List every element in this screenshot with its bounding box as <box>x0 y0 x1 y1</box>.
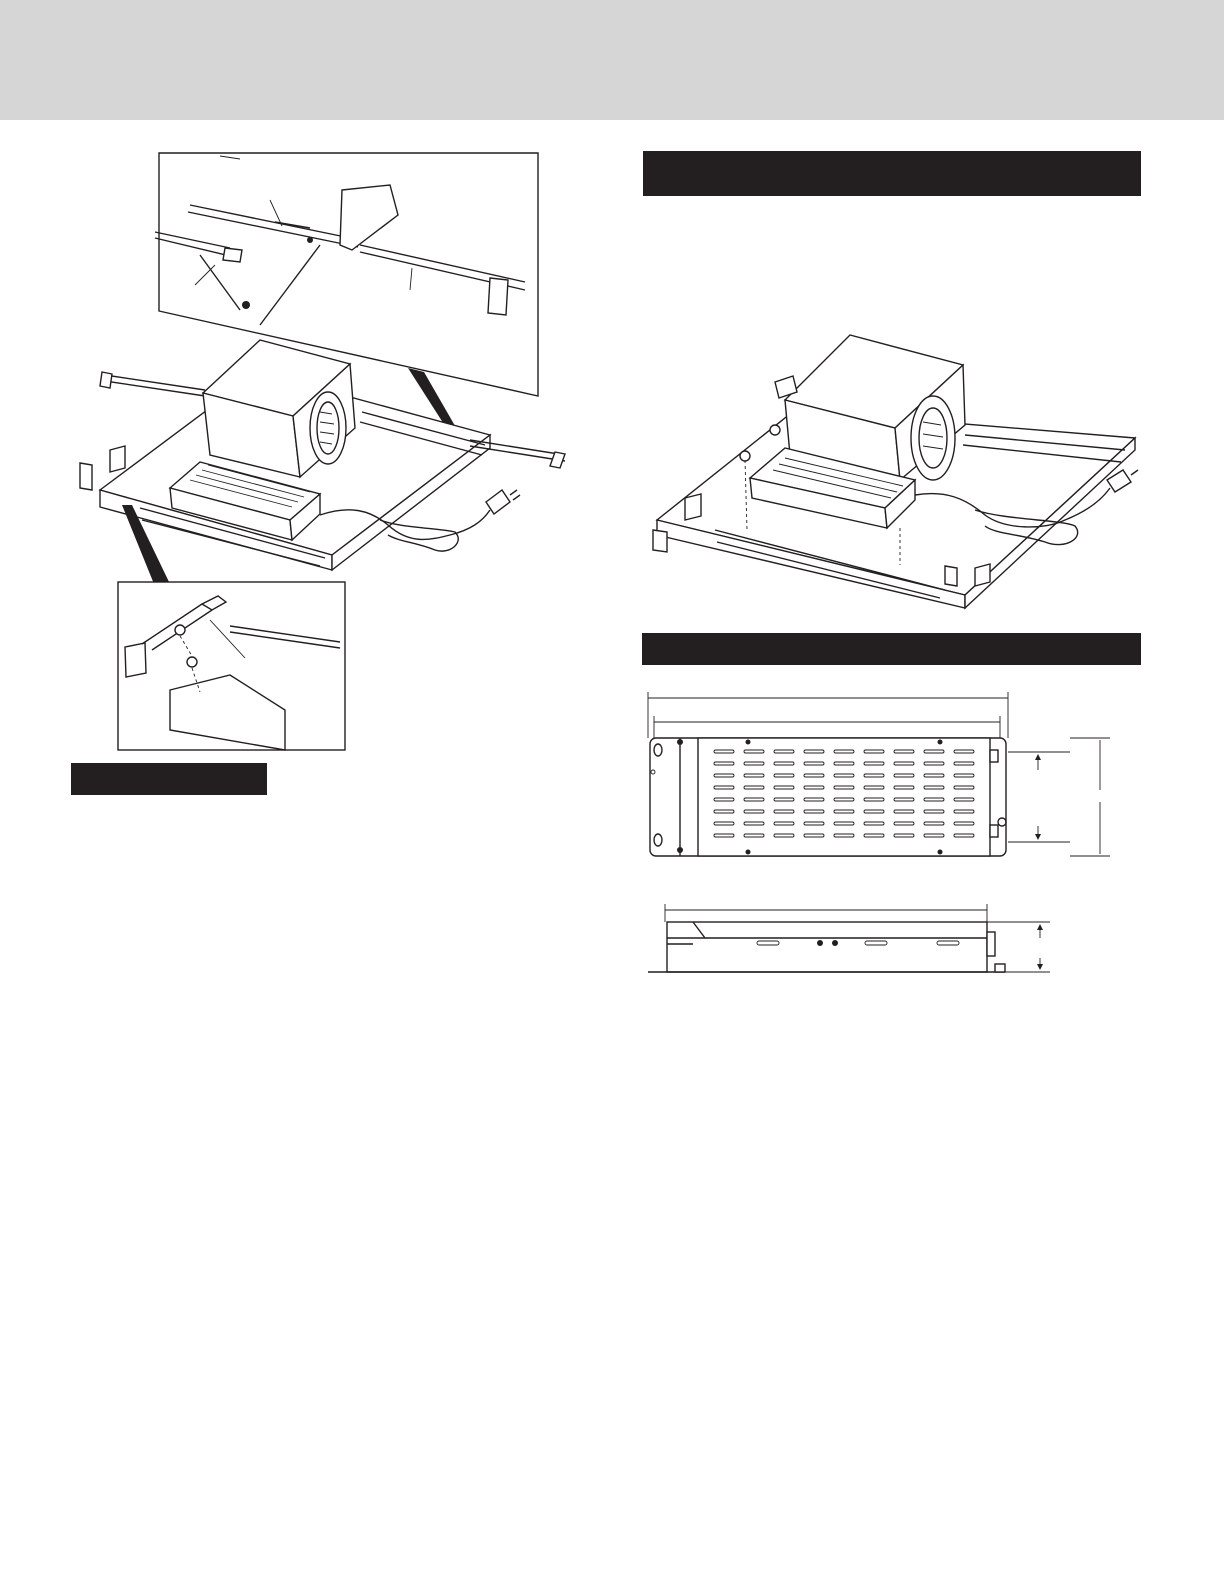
side-view-body <box>667 922 987 972</box>
section-heading-bar-left <box>71 763 267 795</box>
top-view-dimension-drawing <box>640 690 1120 865</box>
vent-panel <box>698 738 990 856</box>
section-heading-bar-right-mid <box>642 633 1141 665</box>
section-heading-bar-right-top <box>643 151 1141 196</box>
header-band <box>0 0 1224 120</box>
side-view-dimension-drawing <box>645 900 1065 980</box>
installed-assembly-figure <box>645 330 1145 610</box>
exploded-assembly-figure <box>70 150 570 760</box>
